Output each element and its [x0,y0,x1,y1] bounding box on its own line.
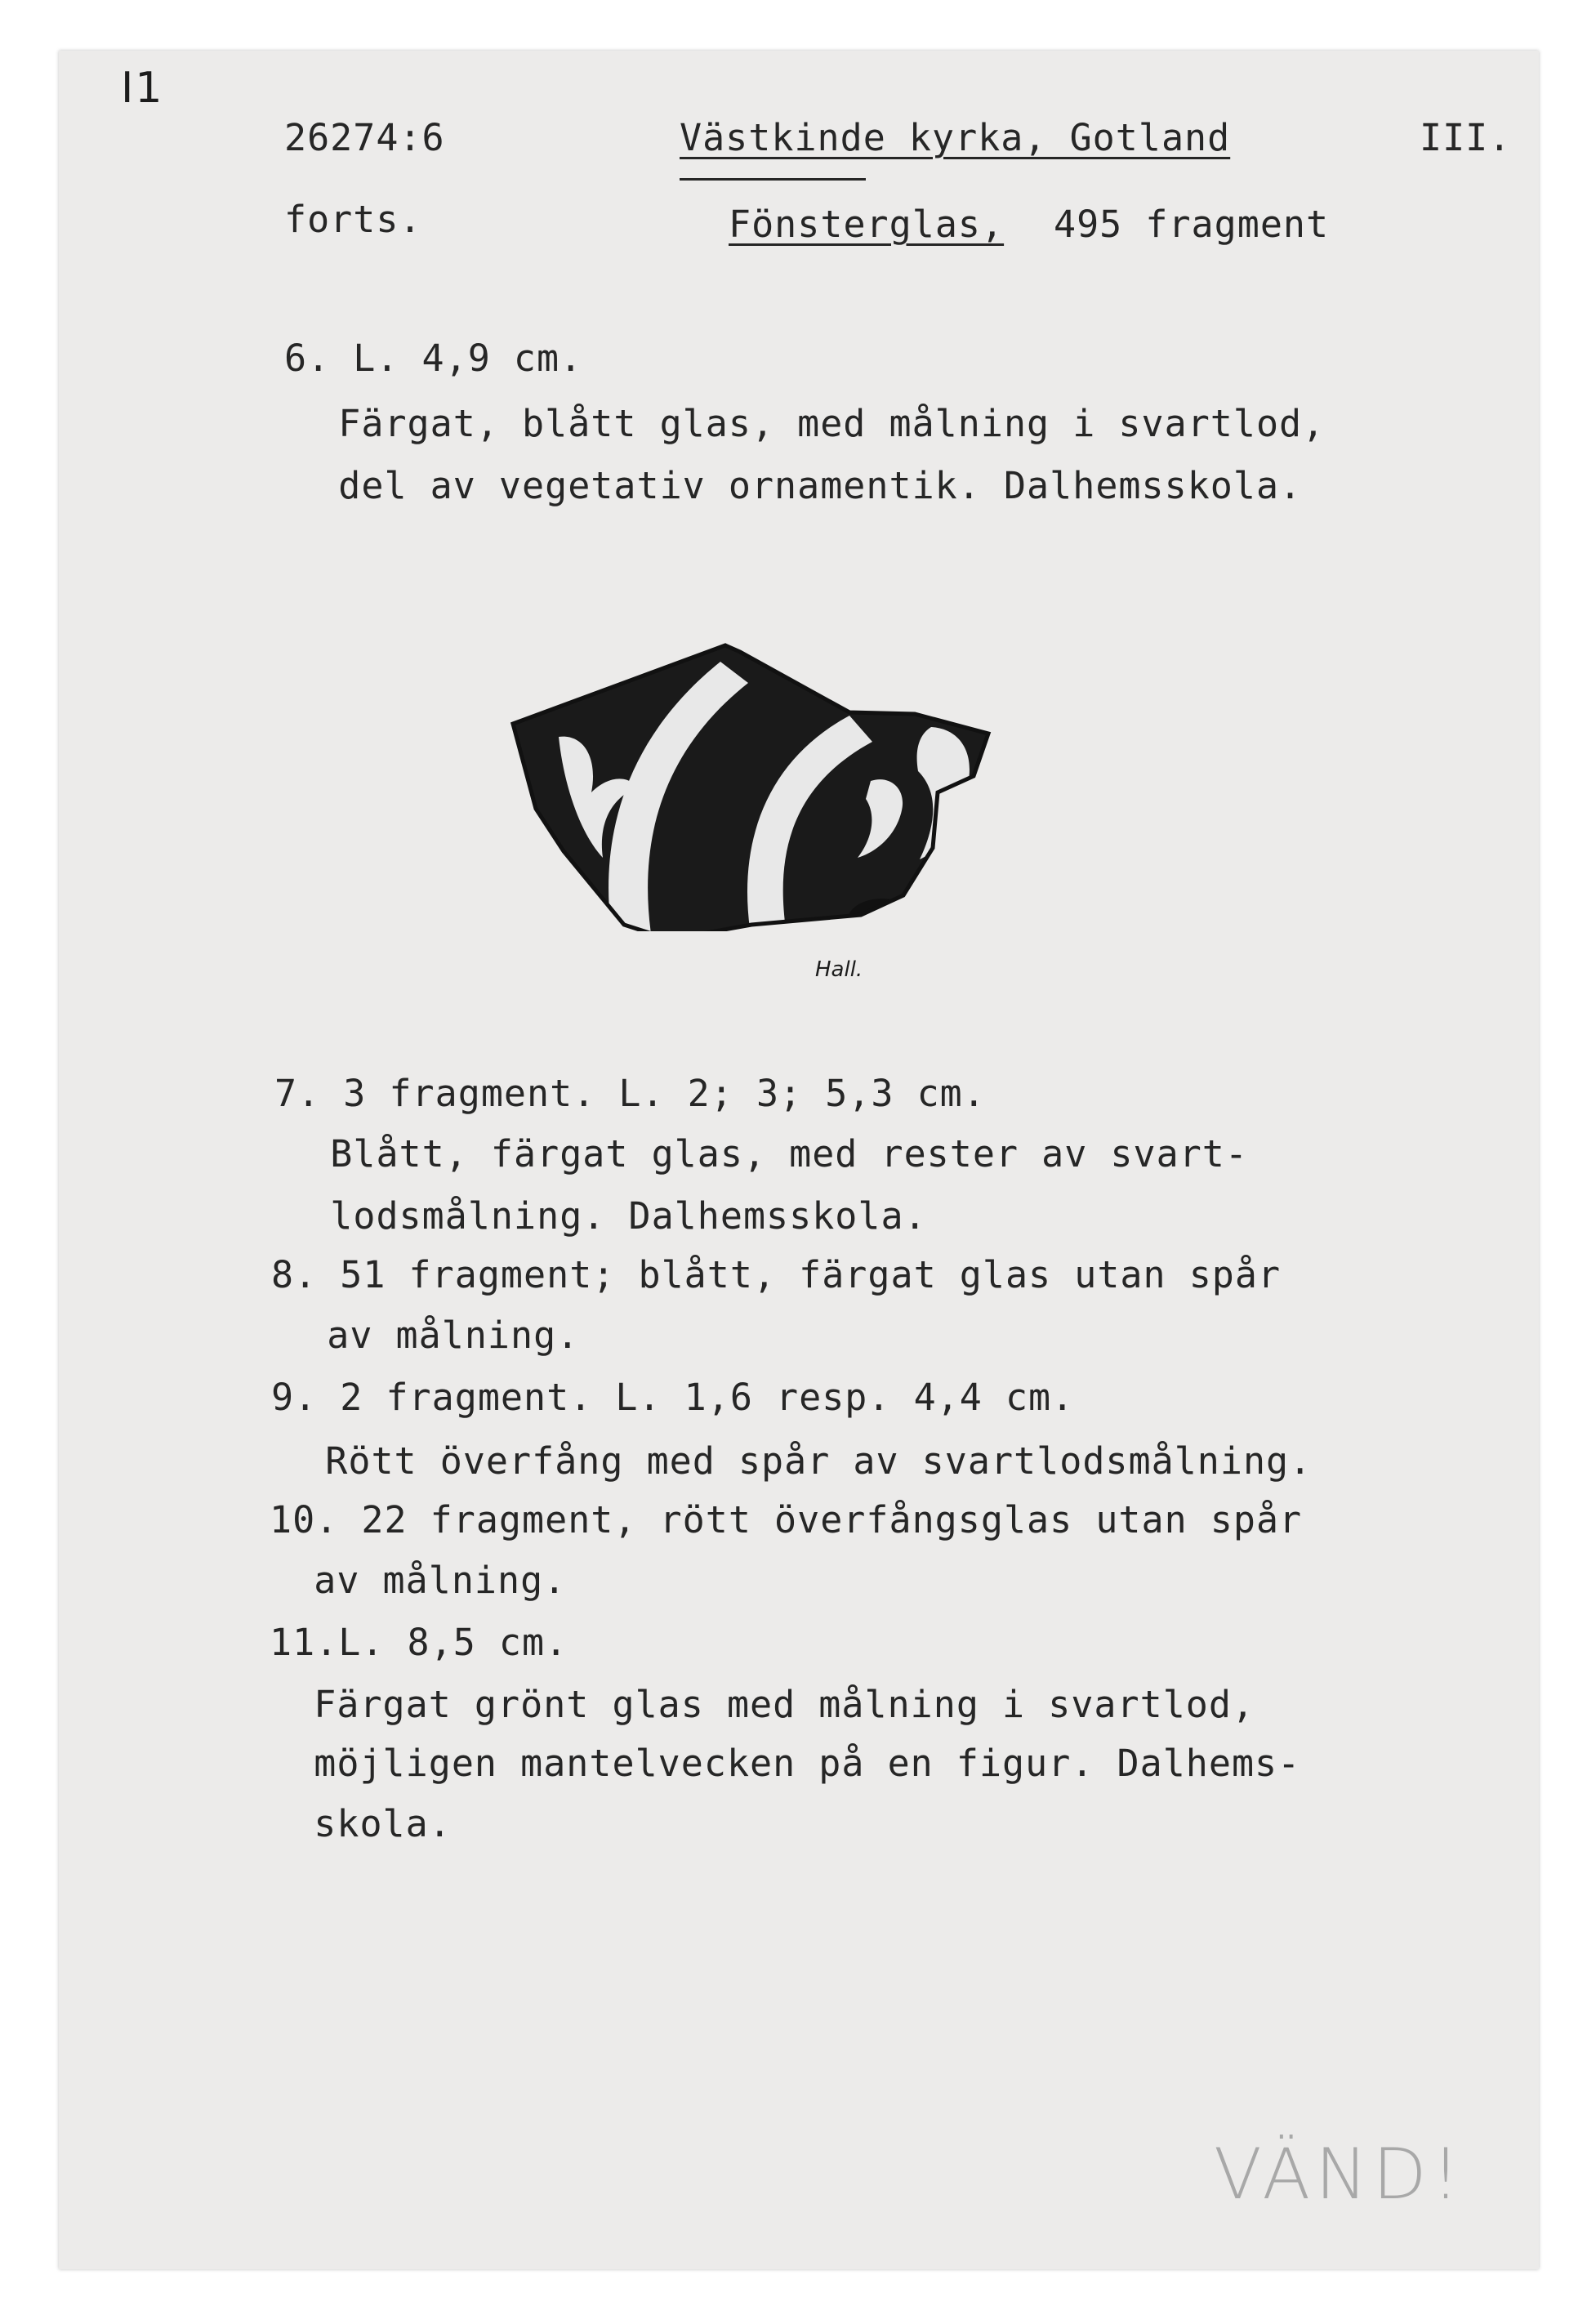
glass-fragment-drawing [506,637,1013,931]
entry-line: lodsmålning. Dalhemsskola. [261,1194,927,1238]
site-title-underline [680,178,866,181]
entry-line: av målning. [258,1314,580,1357]
entry-line: 9. 2 fragment. L. 1,6 resp. 4,4 cm. [271,1376,1075,1419]
entry-line: av målning. [245,1559,567,1602]
entry-line: 7. 3 fragment. L. 2; 3; 5,3 cm. [274,1072,986,1115]
entry-line: del av vegetativ ornamentik. Dalhemsskola. [270,464,1303,507]
material-count: 495 fragment [1054,203,1330,246]
corner-mark: I1 [121,64,164,113]
entry-line: skola. [245,1802,452,1845]
entry-line: möjligen mantelvecken på en figur. Dalhems- [245,1742,1301,1785]
entry-line: 11.L. 8,5 cm. [270,1621,568,1664]
continued-label: forts. [284,198,422,241]
entry-line: Färgat, blått glas, med målning i svartlod, [270,402,1326,445]
entry-line: 6. L. 4,9 cm. [284,337,583,380]
entry-line: Färgat grönt glas med målning i svartlod, [245,1683,1255,1726]
card-number: III. [1420,116,1512,159]
entry-line: Blått, färgat glas, med rester av svart- [261,1132,1248,1176]
overleaf-note: VÄND! [1214,2134,1465,2215]
catalog-number: 26274:6 [284,116,445,159]
entry-line: Rött överfång med spår av svartlodsmålning. [256,1439,1313,1483]
illustrator-signature: Hall. [815,957,863,982]
entry-line: 10. 22 fragment, rött överfångsglas utan spår [270,1498,1303,1541]
material-label: Fönsterglas, [729,203,1005,246]
entry-line: 8. 51 fragment; blått, färgat glas utan spår [271,1253,1282,1296]
site-title: Västkinde kyrka, Gotland [680,116,1231,159]
